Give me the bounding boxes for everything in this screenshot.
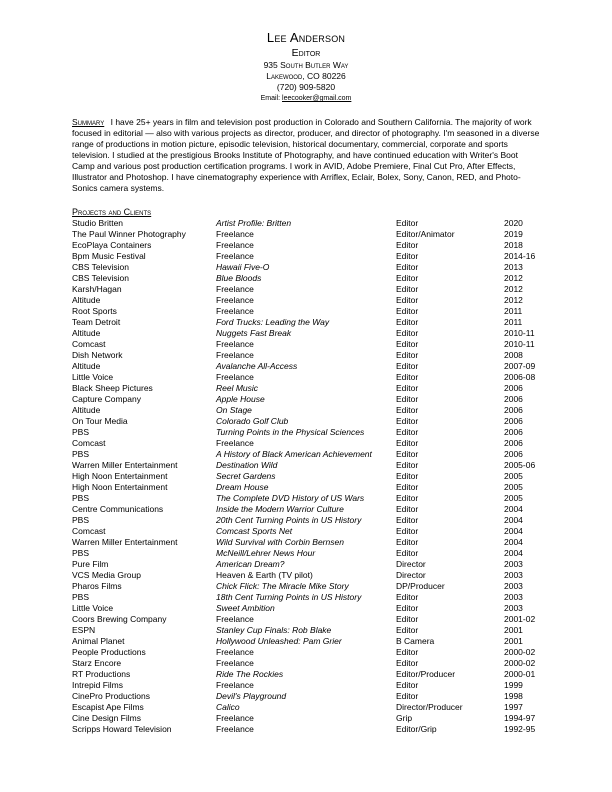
project-year: 1998 bbox=[504, 691, 523, 701]
project-role: Editor bbox=[396, 515, 419, 525]
project-year: 2005 bbox=[504, 482, 523, 492]
project-name: Reel Music bbox=[216, 383, 259, 393]
project-year: 2020 bbox=[504, 218, 523, 228]
summary-text: I have 25+ years in film and television post production in Colorado and Southern California. The majority of work focused in editorial — also with various projects as director, producer, and director of photography. I'm seasoned in a diverse range of productions in motion picture, episodic television, historical documentary, commercial, corporate and sports television. I studied at the prestigious Brooks Institute of Photography, and have continued education with Writer's Boot Camp and various post production certification programs. I work in AVID, Adobe Premiere, Final Cut Pro, After Effects, Illustrator and Photoshop. I have cinematography experience with Arriflex, Eclair, Bolex, Sony, Canon, RED, and Photo-Sonics camera systems. bbox=[72, 117, 540, 193]
project-client: Dish Network bbox=[72, 350, 123, 360]
project-name: Freelance bbox=[216, 284, 254, 294]
project-name: Nuggets Fast Break bbox=[216, 328, 292, 338]
project-row bbox=[72, 625, 552, 636]
project-role: Editor bbox=[396, 251, 419, 261]
project-year: 1994-97 bbox=[504, 713, 536, 723]
project-row bbox=[72, 295, 552, 306]
project-row bbox=[72, 427, 552, 438]
project-name: Apple House bbox=[216, 394, 265, 404]
project-year: 2003 bbox=[504, 559, 523, 569]
project-role: Director/Producer bbox=[396, 702, 463, 712]
project-name: Ride The Rockies bbox=[216, 669, 284, 679]
project-name: Blue Bloods bbox=[216, 273, 262, 283]
project-name: Freelance bbox=[216, 251, 254, 261]
project-row bbox=[72, 482, 552, 493]
project-client: High Noon Entertainment bbox=[72, 482, 168, 492]
project-name: A History of Black American Achievement bbox=[216, 449, 372, 459]
project-row bbox=[72, 251, 552, 262]
project-role: DP/Producer bbox=[396, 581, 445, 591]
project-client: PBS bbox=[72, 427, 90, 437]
summary-section bbox=[72, 117, 542, 194]
project-client: Capture Company bbox=[72, 394, 141, 404]
project-row bbox=[72, 526, 552, 537]
project-year: 2003 bbox=[504, 592, 523, 602]
project-row bbox=[72, 394, 552, 405]
project-name: Stanley Cup Finals: Rob Blake bbox=[216, 625, 332, 635]
project-role: Editor bbox=[396, 526, 419, 536]
project-client: Starz Encore bbox=[72, 658, 122, 668]
project-name: Avalanche All-Access bbox=[216, 361, 298, 371]
candidate-name: Lee Anderson bbox=[266, 30, 346, 45]
project-row bbox=[72, 493, 552, 504]
project-role: Editor bbox=[396, 460, 419, 470]
project-row bbox=[72, 328, 552, 339]
project-client: Scripps Howard Television bbox=[72, 724, 172, 734]
project-role: Editor bbox=[396, 284, 419, 294]
project-client: People Productions bbox=[72, 647, 146, 657]
project-client: Black Sheep Pictures bbox=[72, 383, 153, 393]
project-row bbox=[72, 548, 552, 559]
project-row bbox=[72, 218, 552, 229]
project-year: 2008 bbox=[504, 350, 523, 360]
project-row bbox=[72, 680, 552, 691]
project-role: Editor/Grip bbox=[396, 724, 437, 734]
project-role: Editor bbox=[396, 218, 419, 228]
project-year: 2003 bbox=[504, 581, 523, 591]
project-row bbox=[72, 460, 552, 471]
project-role: Editor bbox=[396, 537, 419, 547]
project-year: 2001 bbox=[504, 625, 523, 635]
project-name: Freelance bbox=[216, 680, 254, 690]
project-row bbox=[72, 504, 552, 515]
project-year: 2004 bbox=[504, 548, 523, 558]
project-role: Editor bbox=[396, 405, 419, 415]
project-name: Colorado Golf Club bbox=[216, 416, 289, 426]
project-role: Director bbox=[396, 570, 426, 580]
project-year: 2004 bbox=[504, 537, 523, 547]
project-row bbox=[72, 449, 552, 460]
project-client: The Paul Winner Photography bbox=[72, 229, 186, 239]
project-client: Altitude bbox=[72, 405, 101, 415]
project-role: Editor bbox=[396, 328, 419, 338]
project-year: 2010-11 bbox=[504, 339, 535, 349]
project-row bbox=[72, 647, 552, 658]
project-role: Editor bbox=[396, 240, 419, 250]
project-client: CBS Television bbox=[72, 273, 130, 283]
project-row bbox=[72, 284, 552, 295]
project-name: Secret Gardens bbox=[216, 471, 276, 481]
project-role: Editor bbox=[396, 339, 419, 349]
project-row bbox=[72, 581, 552, 592]
project-row bbox=[72, 229, 552, 240]
project-year: 2005 bbox=[504, 493, 523, 503]
address-line-1: 935 South Butler Way bbox=[263, 60, 349, 70]
project-role: Editor bbox=[396, 680, 419, 690]
project-row bbox=[72, 713, 552, 724]
project-row bbox=[72, 350, 552, 361]
project-year: 2011 bbox=[504, 306, 523, 316]
project-row bbox=[72, 339, 552, 350]
project-name: On Stage bbox=[216, 405, 252, 415]
project-year: 2001-02 bbox=[504, 614, 536, 624]
project-row bbox=[72, 614, 552, 625]
project-client: Animal Planet bbox=[72, 636, 125, 646]
project-name: Freelance bbox=[216, 658, 254, 668]
project-role: Editor bbox=[396, 394, 419, 404]
project-client: Little Voice bbox=[72, 603, 114, 613]
email-link[interactable]: leecooker@gmail.com bbox=[282, 95, 352, 102]
project-role: Editor bbox=[396, 273, 419, 283]
project-row bbox=[72, 361, 552, 372]
project-year: 2000-02 bbox=[504, 647, 536, 657]
project-role: Editor bbox=[396, 350, 419, 360]
project-name: Hawaii Five-O bbox=[216, 262, 270, 272]
project-role: Editor bbox=[396, 449, 419, 459]
project-year: 2006 bbox=[504, 427, 523, 437]
project-name: Freelance bbox=[216, 724, 254, 734]
project-name: Hollywood Unleashed: Pam Grier bbox=[216, 636, 342, 646]
project-client: High Noon Entertainment bbox=[72, 471, 168, 481]
project-role: Grip bbox=[396, 713, 413, 723]
email-line bbox=[0, 94, 612, 104]
project-year: 2006 bbox=[504, 416, 523, 426]
candidate-title: Editor bbox=[291, 47, 321, 59]
project-name: Freelance bbox=[216, 438, 254, 448]
project-name: Destination Wild bbox=[216, 460, 278, 470]
project-client: Team Detroit bbox=[72, 317, 121, 327]
project-client: Intrepid Films bbox=[72, 680, 124, 690]
project-role: Director bbox=[396, 559, 426, 569]
project-year: 2004 bbox=[504, 504, 523, 514]
project-role: B Camera bbox=[396, 636, 435, 646]
project-row bbox=[72, 691, 552, 702]
project-client: PBS bbox=[72, 493, 90, 503]
project-row bbox=[72, 669, 552, 680]
project-row bbox=[72, 603, 552, 614]
project-name: Wild Survival with Corbin Bernsen bbox=[216, 537, 344, 547]
project-role: Editor bbox=[396, 361, 419, 371]
project-client: PBS bbox=[72, 592, 90, 602]
project-name: Comcast Sports Net bbox=[216, 526, 293, 536]
project-role: Editor/Producer bbox=[396, 669, 456, 679]
project-client: Root Sports bbox=[72, 306, 117, 316]
project-year: 2011 bbox=[504, 317, 523, 327]
project-year: 2006 bbox=[504, 394, 523, 404]
project-client: RT Productions bbox=[72, 669, 131, 679]
project-name: Freelance bbox=[216, 306, 254, 316]
project-year: 2007-09 bbox=[504, 361, 536, 371]
project-row bbox=[72, 592, 552, 603]
project-name: Sweet Ambition bbox=[216, 603, 275, 613]
project-name: Inside the Modern Warrior Culture bbox=[216, 504, 344, 514]
project-year: 2003 bbox=[504, 570, 523, 580]
project-role: Editor bbox=[396, 471, 419, 481]
project-role: Editor bbox=[396, 427, 419, 437]
project-client: Little Voice bbox=[72, 372, 114, 382]
project-role: Editor bbox=[396, 647, 419, 657]
project-row bbox=[72, 471, 552, 482]
project-role: Editor bbox=[396, 438, 419, 448]
project-year: 2000-02 bbox=[504, 658, 536, 668]
project-year: 2003 bbox=[504, 603, 523, 613]
project-row bbox=[72, 438, 552, 449]
project-name: Devil's Playground bbox=[216, 691, 287, 701]
project-row bbox=[72, 515, 552, 526]
project-name: Freelance bbox=[216, 240, 254, 250]
phone-number: (720) 909-5820 bbox=[276, 82, 336, 92]
project-year: 2019 bbox=[504, 229, 523, 239]
project-row bbox=[72, 273, 552, 284]
address-line-2: Lakewood, CO 80226 bbox=[266, 71, 346, 81]
project-client: Altitude bbox=[72, 295, 101, 305]
project-year: 2005 bbox=[504, 471, 523, 481]
project-row bbox=[72, 724, 552, 735]
project-client: Karsh/Hagan bbox=[72, 284, 122, 294]
project-client: Comcast bbox=[72, 526, 106, 536]
project-year: 2005-06 bbox=[504, 460, 536, 470]
projects-heading: Projects and Clients bbox=[72, 207, 152, 217]
project-name: The Complete DVD History of US Wars bbox=[216, 493, 365, 503]
project-role: Editor bbox=[396, 262, 419, 272]
project-row bbox=[72, 383, 552, 394]
project-client: Coors Brewing Company bbox=[72, 614, 167, 624]
resume-header bbox=[0, 30, 612, 104]
project-name: McNeill/Lehrer News Hour bbox=[216, 548, 316, 558]
project-name: Artist Profile: Britten bbox=[216, 218, 292, 228]
project-row bbox=[72, 658, 552, 669]
project-role: Editor bbox=[396, 372, 419, 382]
project-year: 1997 bbox=[504, 702, 523, 712]
project-row bbox=[72, 306, 552, 317]
project-year: 2018 bbox=[504, 240, 523, 250]
project-role: Editor bbox=[396, 548, 419, 558]
project-client: Bpm Music Festival bbox=[72, 251, 146, 261]
project-name: Calico bbox=[216, 702, 240, 712]
project-client: Warren Miller Entertainment bbox=[72, 460, 178, 470]
project-client: Altitude bbox=[72, 361, 101, 371]
project-year: 2004 bbox=[504, 526, 523, 536]
project-role: Editor bbox=[396, 592, 419, 602]
project-client: PBS bbox=[72, 548, 90, 558]
project-client: On Tour Media bbox=[72, 416, 128, 426]
project-year: 2013 bbox=[504, 262, 523, 272]
project-year: 2006-08 bbox=[504, 372, 536, 382]
project-client: ESPN bbox=[72, 625, 96, 635]
project-row bbox=[72, 416, 552, 427]
project-row bbox=[72, 405, 552, 416]
project-row bbox=[72, 559, 552, 570]
project-role: Editor bbox=[396, 658, 419, 668]
project-client: PBS bbox=[72, 449, 90, 459]
project-role: Editor bbox=[396, 493, 419, 503]
project-year: 2012 bbox=[504, 284, 523, 294]
project-year: 2001 bbox=[504, 636, 523, 646]
project-role: Editor bbox=[396, 691, 419, 701]
project-name: 20th Cent Turning Points in US History bbox=[216, 515, 362, 525]
project-client: Warren Miller Entertainment bbox=[72, 537, 178, 547]
project-row bbox=[72, 262, 552, 273]
project-client: Altitude bbox=[72, 328, 101, 338]
project-name: Freelance bbox=[216, 372, 254, 382]
project-year: 1999 bbox=[504, 680, 523, 690]
project-year: 2006 bbox=[504, 383, 523, 393]
summary-heading: Summary bbox=[72, 117, 105, 127]
project-name: Freelance bbox=[216, 339, 254, 349]
project-name: Freelance bbox=[216, 295, 254, 305]
project-role: Editor bbox=[396, 603, 419, 613]
projects-list bbox=[72, 218, 552, 735]
project-client: Centre Communications bbox=[72, 504, 164, 514]
project-client: CinePro Productions bbox=[72, 691, 150, 701]
project-year: 2010-11 bbox=[504, 328, 535, 338]
email-label: Email: bbox=[260, 95, 281, 102]
project-name: Freelance bbox=[216, 647, 254, 657]
project-client: Cine Design Films bbox=[72, 713, 141, 723]
project-client: EcoPlaya Containers bbox=[72, 240, 152, 250]
project-name: Freelance bbox=[216, 229, 254, 239]
project-row bbox=[72, 570, 552, 581]
project-client: Pure Film bbox=[72, 559, 109, 569]
project-role: Editor bbox=[396, 625, 419, 635]
project-name: Dream House bbox=[216, 482, 269, 492]
project-name: Freelance bbox=[216, 614, 254, 624]
project-year: 2014-16 bbox=[504, 251, 536, 261]
project-name: Turning Points in the Physical Sciences bbox=[216, 427, 365, 437]
project-role: Editor bbox=[396, 614, 419, 624]
project-year: 2004 bbox=[504, 515, 523, 525]
project-year: 2012 bbox=[504, 295, 523, 305]
project-name: Freelance bbox=[216, 350, 254, 360]
project-name: 18th Cent Turning Points in US History bbox=[216, 592, 362, 602]
project-year: 2012 bbox=[504, 273, 523, 283]
project-row bbox=[72, 537, 552, 548]
project-year: 1992-95 bbox=[504, 724, 536, 734]
project-client: Escapist Ape Films bbox=[72, 702, 144, 712]
project-name: Heaven & Earth (TV pilot) bbox=[216, 570, 313, 580]
project-year: 2006 bbox=[504, 449, 523, 459]
project-role: Editor bbox=[396, 295, 419, 305]
project-year: 2006 bbox=[504, 405, 523, 415]
project-client: Studio Britten bbox=[72, 218, 124, 228]
project-role: Editor bbox=[396, 317, 419, 327]
project-role: Editor/Animator bbox=[396, 229, 455, 239]
project-row bbox=[72, 702, 552, 713]
project-client: VCS Media Group bbox=[72, 570, 141, 580]
project-row bbox=[72, 372, 552, 383]
project-role: Editor bbox=[396, 383, 419, 393]
project-row bbox=[72, 240, 552, 251]
project-client: Comcast bbox=[72, 438, 106, 448]
project-name: Ford Trucks: Leading the Way bbox=[216, 317, 330, 327]
project-role: Editor bbox=[396, 482, 419, 492]
project-row bbox=[72, 636, 552, 647]
project-client: Pharos Films bbox=[72, 581, 122, 591]
project-client: PBS bbox=[72, 515, 90, 525]
project-year: 2006 bbox=[504, 438, 523, 448]
project-role: Editor bbox=[396, 416, 419, 426]
project-client: CBS Television bbox=[72, 262, 130, 272]
project-role: Editor bbox=[396, 306, 419, 316]
project-role: Editor bbox=[396, 504, 419, 514]
project-name: American Dream? bbox=[216, 559, 285, 569]
project-name: Freelance bbox=[216, 713, 254, 723]
project-year: 2000-01 bbox=[504, 669, 536, 679]
project-name: Chick Flick: The Miracle Mike Story bbox=[216, 581, 349, 591]
project-row bbox=[72, 317, 552, 328]
project-client: Comcast bbox=[72, 339, 106, 349]
